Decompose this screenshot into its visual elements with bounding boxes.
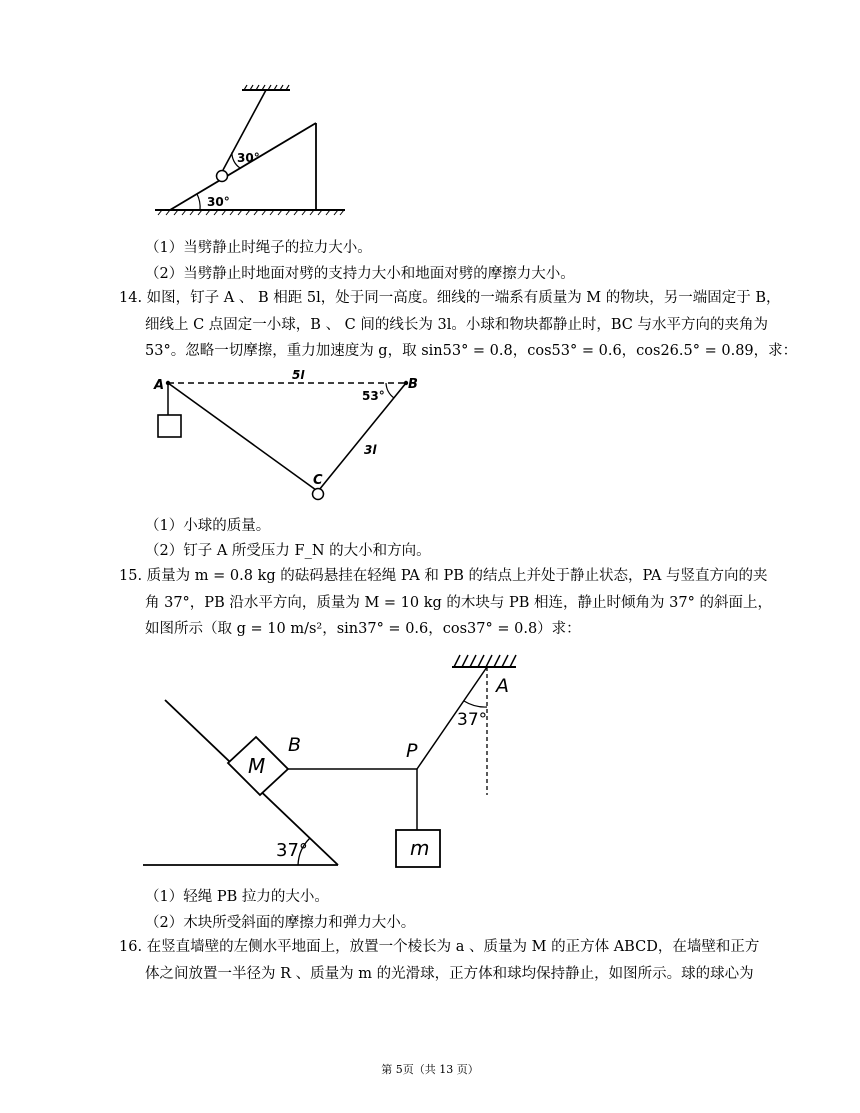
page-footer: 第 5页（共 13 页） bbox=[381, 1063, 479, 1076]
q13-sub2: （2）当劈静止时地面对劈的支持力大小和地面对劈的摩擦力大小。 bbox=[145, 266, 575, 282]
q15-line2: 角 37°，PB 沿水平方向，质量为 M = 10 kg 的木块与 PB 相连，静止时倾角为 37° 的斜面上， bbox=[145, 595, 772, 611]
fig3-label-B: B bbox=[288, 734, 302, 756]
figure-wedge-ball bbox=[150, 80, 350, 220]
q15-line3: 如图所示（取 g = 10 m/s²，sin37° = 0.6，cos37° = 0.8）求： bbox=[145, 621, 581, 637]
q14-sub1: （1）小球的质量。 bbox=[145, 518, 271, 534]
q15-sub1: （1）轻绳 PB 拉力的大小。 bbox=[145, 889, 329, 905]
q14-line1: 14. 如图，钉子 A 、 B 相距 5l，处于同一高度。细线的一端系有质量为 M 的物块，另一端固定于 B， bbox=[119, 290, 781, 306]
fig2-label-53: 53° bbox=[362, 389, 385, 403]
fig3-angle-bottom: 37° bbox=[276, 840, 308, 861]
fig2-label-C: C bbox=[313, 473, 323, 488]
fig2-label-B: B bbox=[408, 377, 418, 392]
q14-line3: 53°。忽略一切摩擦，重力加速度为 g，取 sin53° = 0.8，cos53° = 0.6，cos26.5° = 0.89，求： bbox=[145, 343, 798, 359]
q16-line1: 16. 在竖直墙壁的左侧水平地面上，放置一个棱长为 a 、质量为 M 的正方体 ABCD，在墙壁和正方 bbox=[119, 939, 760, 955]
figure-nails-ABC bbox=[150, 370, 430, 510]
q15-sub2: （2）木块所受斜面的摩擦力和弹力大小。 bbox=[145, 915, 416, 931]
figure-incline-PB bbox=[140, 645, 530, 875]
fig1-angle-bottom: 30° bbox=[207, 195, 230, 209]
q15-line1: 15. 质量为 m = 0.8 kg 的砝码悬挂在轻绳 PA 和 PB 的结点上并处于静止状态，PA 与竖直方向的夹 bbox=[119, 568, 768, 584]
fig2-label-3l: 3l bbox=[364, 443, 377, 457]
fig3-label-A: A bbox=[496, 675, 509, 697]
q14-sub2: （2）钉子 A 所受压力 F_N 的大小和方向。 bbox=[145, 543, 431, 559]
fig2-label-5l: 5l bbox=[292, 370, 305, 382]
fig3-label-m: m bbox=[410, 836, 430, 860]
fig3-angle-top: 37° bbox=[457, 710, 488, 730]
q16-line2: 体之间放置一半径为 R 、质量为 m 的光滑球，正方体和球均保持静止，如图所示。球的球心为 bbox=[145, 966, 754, 982]
q14-line2: 细线上 C 点固定一小球，B 、 C 间的线长为 3l。小球和物块都静止时，BC 与水平方向的夹角为 bbox=[145, 317, 768, 333]
fig1-angle-top: 30° bbox=[237, 151, 260, 165]
fig2-label-A: A bbox=[154, 378, 165, 393]
fig3-label-P: P bbox=[406, 740, 418, 762]
q13-sub1: （1）当劈静止时绳子的拉力大小。 bbox=[145, 240, 372, 256]
fig3-label-M: M bbox=[248, 754, 266, 778]
